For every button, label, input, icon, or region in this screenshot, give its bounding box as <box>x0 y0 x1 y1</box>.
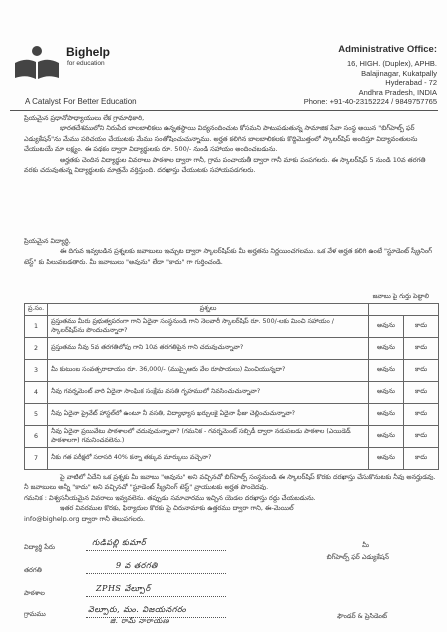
brand-subtitle: for education <box>67 60 105 67</box>
address-line: Andhra Pradesh, INDIA <box>358 87 437 97</box>
warning-note: గమనిక : విశ్వసనీయమైన వివరాలు ఇవ్వవలెను. తప్పుడు సమాచారము ఇచ్చిన యెడల దరఖాస్తు రద్దు చేయబడును. <box>24 493 316 502</box>
question-text: నీవు ఏదైనా ప్రయివేటు పాఠశాలలో చదువుచున్నావా? (గమనిక - గవర్నమెంట్ సబ్సిడీ ద్వారా నడుపబడు పాఠశాల (ఎయిడెడ్ పాఠశాలగా) గమనించవలెను.) <box>48 426 369 448</box>
question-number-header: ప్ర.సం. <box>25 304 48 316</box>
brand-name: Bighelp <box>66 45 110 59</box>
address-line: Balajinagar, Kukatpally <box>361 68 437 78</box>
organization-signoff: బిగ్‌హెల్ప్ ఫర్ ఎడ్యుకేషన్ <box>326 553 389 561</box>
notes-section <box>24 472 438 524</box>
table-row <box>25 360 439 382</box>
answer-yes[interactable]: అవును <box>369 426 404 448</box>
table-row <box>25 338 439 360</box>
answer-no[interactable]: కాదు <box>404 404 439 426</box>
student-paragraph: ఈ దిగువ ఇవ్వబడిన ప్రశ్నలకు జవాబులు ఇచ్చుట ద్వారా స్కాలర్‌షిప్‌కు మీ అర్హతను నిర్ణయించగలము. ఒక వేళ అర్హత కలిగి ఉంటే "స్టూడెంట్ స్క్రీనింగ్ టెస్ట్" కు పిలువబడతారు. మీ జవాబులు "అవును" లేదా "కాదు" గా గుర్తించండి. <box>24 247 432 266</box>
phone-line: Phone: +91-40-23152224 / 9849757765 <box>303 97 437 107</box>
school-value[interactable]: ZPHS వేల్పూర్ <box>96 584 151 593</box>
student-name-label: విద్యార్థి పేరు <box>24 543 56 551</box>
question-text: మీ కుటుంబ సంవత్సరాదాయం రూ. 36,000/- (ముప్పైఆరు వేల రూపాయలు) మించియున్నదా? <box>48 360 369 382</box>
question-text: నీవు ఏదైనా ప్రైవేట్ హాస్టల్‌లో ఉంటూ నీ వసతి, విద్యాభ్యాస ఖర్చులకై ఏదైనా ఫీజు చెల్లించుచున్నావా? <box>48 404 369 426</box>
school-line <box>86 596 226 597</box>
office-title: Administrative Office: <box>338 44 437 55</box>
salutation-student: ప్రియమైన విద్యార్థి, <box>24 237 71 245</box>
table-row <box>25 404 439 426</box>
class-line <box>86 573 226 574</box>
answer-yes[interactable]: అవును <box>369 448 404 470</box>
question-number: 3 <box>25 360 48 382</box>
answer-no[interactable]: కాదు <box>404 426 439 448</box>
village-value-2[interactable]: జి. రామ్ నారాయణ <box>110 617 170 625</box>
question-text: ప్రస్తుతము మీరు ప్రభుత్వపరంగా గాని ఏదైనా సంస్థనుండి గాని నెలవారీ స్కాలర్‌షిప్ రూ. 500/-లకు మించి సహాయం / స్కాలర్‌షిప్‌ను పొందుచున్నారా? <box>48 316 369 338</box>
class-label: తరగతి <box>24 566 42 574</box>
question-number: 7 <box>25 448 48 470</box>
answer-no[interactable]: కాదు <box>404 448 439 470</box>
table-header-row <box>25 304 439 316</box>
student-name-value[interactable]: గుడిపల్లి కుమార్ <box>92 538 147 547</box>
office-address-block <box>304 44 437 107</box>
answer-yes[interactable]: అవును <box>369 360 404 382</box>
question-header: ప్రశ్నలు <box>48 304 369 316</box>
table-row <box>25 382 439 404</box>
table-row <box>25 426 439 448</box>
answer-no[interactable]: కాదు <box>404 382 439 404</box>
question-text: నీకు గత పరీక్షలో సరాసరి 40% కన్నా తక్కువ మార్కులు వచ్చెనా? <box>48 448 369 470</box>
answer-yes[interactable]: అవును <box>369 316 404 338</box>
contact-note: ఇతర వివరముల కొరకు, ఫిర్యాదుల కొరకు పై చిరునామాకు ఉత్తరము ద్వారా గాని, ఈ-మెయిల్ <box>60 504 294 513</box>
school-label: పాఠశాల <box>24 589 45 597</box>
answer-column-header: జవాబు పై గుర్తు పెట్టాలి <box>372 293 429 300</box>
email-line: info@bighelp.org ద్వారా గానీ తెలుపగలరు. <box>24 514 146 523</box>
answer-no[interactable]: కాదు <box>404 338 439 360</box>
table-row <box>25 448 439 470</box>
answer-yes[interactable]: అవును <box>369 382 404 404</box>
question-number: 4 <box>25 382 48 404</box>
closing-label: మీ <box>362 541 369 549</box>
question-text: ప్రస్తుతము నీవు 5వ తరగతిలోపు గాని 10వ తరగతిపైన గాని చదువుచున్నావా? <box>48 338 369 360</box>
answer-yes[interactable]: అవును <box>369 338 404 360</box>
question-number: 2 <box>25 338 48 360</box>
founder-title: ఫౌండర్ & ప్రెసిడెంట్ <box>337 612 387 620</box>
address-line: Hyderabad - 72 <box>385 78 437 88</box>
village-label: గ్రామము <box>24 610 46 618</box>
class-value[interactable]: 9 వ తరగతి <box>116 561 158 570</box>
letter-intro <box>24 113 438 175</box>
intro-paragraph-2: అర్హతకు చెందిన విద్యార్థుల వివరాలు పాఠశాల ద్వారా గానీ, గ్రామ పంచాయతీ ద్వారా గానీ మాకు పంపగలరు. ఈ స్కాలర్‌షిప్ 5 నుండి 10వ తరగతి వరకు చదువుతున్న విద్యార్థులకు మాత్రమే వర్తిస్తుంది. దరఖాస్తు చేయుటకు సహాయపడగలరు. <box>24 155 426 175</box>
answer-yes[interactable]: అవును <box>369 404 404 426</box>
question-text: నీవు గవర్నమెంట్ వారి ఏదైనా సాంఘిక సంక్షేమ వసతి గృహములో నివసించుచున్నావా? <box>48 382 369 404</box>
address-line: 16, HIGH. (Duplex), APHB. <box>346 59 437 68</box>
answer-no[interactable]: కాదు <box>404 316 439 338</box>
notes-paragraph: పై వాటిలో ఏదేని ఒక ప్రశ్నకు మీ జవాబు "అవును" అని వచ్చినచో బిగ్‌హెల్ప్ సంస్థనుండి ఈ స్కాలర్‌షిప్ కొరకు దరఖాస్తు చేసుకొనుటకు నీవు అనర్హుడవు. నీ జవాబులు అన్నీ "కాదు" అని వచ్చినచో "స్టూడెంట్ స్క్రీనింగ్ టెస్ట్" వ్రాయుటకు అర్హత పొందెదవు. <box>24 473 436 492</box>
question-number: 1 <box>25 316 48 338</box>
salutation: ప్రియమైన ప్రధానోపాధ్యాయులు లేక గ్రామాధికారి, <box>24 114 145 122</box>
header-divider <box>10 110 438 111</box>
student-intro <box>24 236 438 267</box>
student-name-line <box>86 550 226 551</box>
table-row <box>25 316 439 338</box>
bighelp-logo-icon <box>9 43 65 83</box>
tagline: A Catalyst For Better Education <box>25 97 137 106</box>
eligibility-questions-table <box>24 303 439 470</box>
answer-header-cell <box>369 304 439 316</box>
intro-paragraph: భారతదేశములోని నిరుపేద బాలబాలికలు ఉన్నతస్థాయి విద్యనందించుట కోసమని పాటుపడుతున్న సామాజిక సేవా సంస్థ అయిన "బిగ్‌హెల్ప్ ఫర్ ఎడ్యుకేషన్"ను మేము పరిచయం చేయుటకు మేము సంతోషించుచున్నాము. అర్హత కలిగిన బాలబాలికలకు కొద్దిమొత్తంలో స్కాలర్‌షిప్ అందిస్తూ విద్యావంతులను చేయుటయే మా లక్ష్యం. ఈ పథకం ద్వారా విద్యార్థులకు రూ. 500/- నుండి సహాయం అందించబడును. <box>24 124 418 154</box>
answer-no[interactable]: కాదు <box>404 360 439 382</box>
question-number: 6 <box>25 426 48 448</box>
question-number: 5 <box>25 404 48 426</box>
village-value[interactable]: వెల్పూరు, మం. విజయనగరం <box>88 605 187 614</box>
